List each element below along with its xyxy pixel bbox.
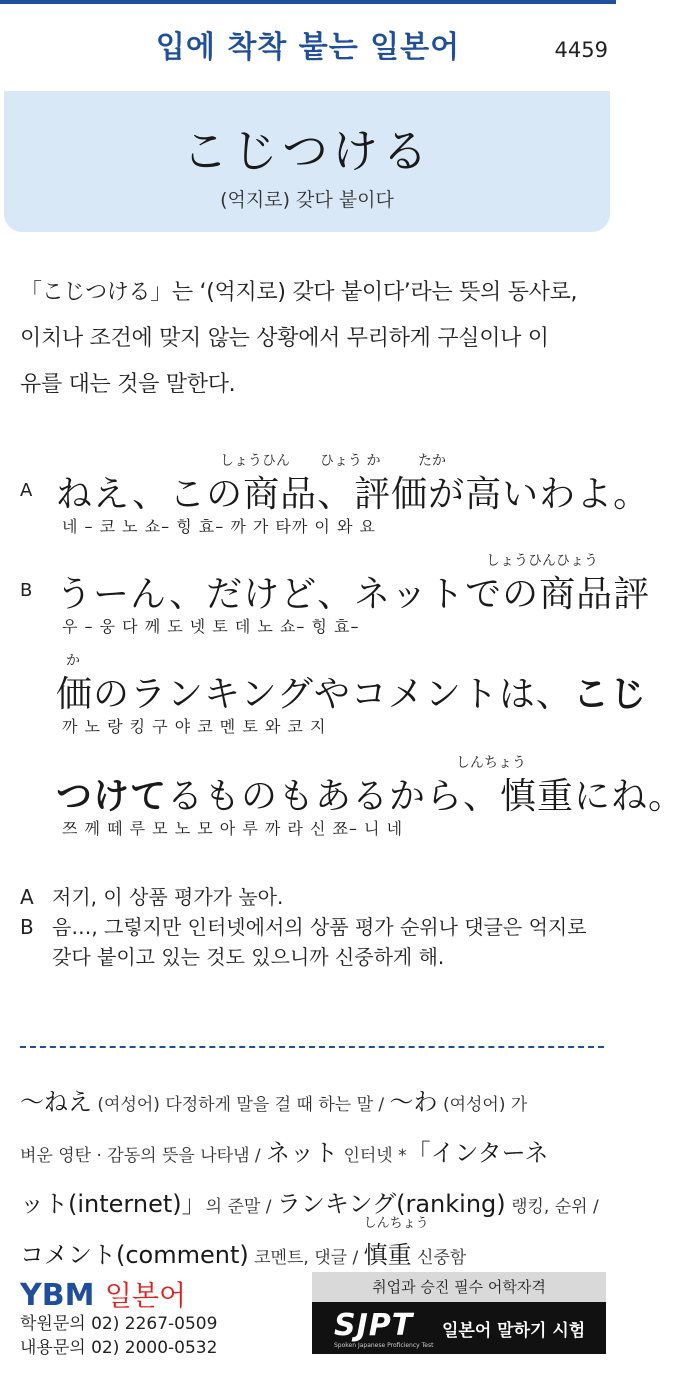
furigana: しょうひん (220, 453, 290, 469)
sjpt-tagline: 일본어 말하기 시험 (442, 1321, 586, 1341)
divider (20, 1046, 604, 1048)
dialogue-japanese: うーん、だけど、ネットでの商品評 (56, 574, 651, 615)
title-box (4, 91, 610, 232)
title-japanese: こじつける (182, 124, 432, 178)
title-korean: (억지로) 갖다 붙이다 (220, 189, 394, 211)
vocab-word: 〜ねえ (20, 1088, 92, 1116)
top-rule (0, 0, 616, 4)
ybm-brand: YBM (20, 1278, 95, 1313)
ybm-logo (20, 1274, 186, 1314)
sjpt-caption: 취업과 승진 필수 어학자격 (312, 1272, 606, 1302)
sjpt-logo: SJPT (334, 1308, 414, 1343)
vocab-word: コメント(comment) (20, 1241, 249, 1269)
furigana: ひょう か (320, 453, 381, 469)
sjpt-banner (312, 1272, 606, 1354)
speaker-label: A (20, 885, 34, 909)
vocab-def: 신중함 (417, 1248, 467, 1268)
intro-line: 「こじつける」는 ‘(억지로) 갖다 붙이다’라는 뜻의 동사로, (20, 280, 578, 305)
vocab-word: 〜わ (389, 1088, 438, 1116)
dialogue-reading: 쯔 께 떼 루 모 노 모 아 루 까 라 신 쬬– 니 네 (62, 819, 404, 838)
dialogue-reading: 우 – 웅 다 께 도 넷 토 데 노 쇼– 힝 효– (62, 617, 360, 636)
ybm-brand-sub: 일본어 (104, 1279, 187, 1312)
dialogue-line-b2 (0, 650, 647, 760)
dialogue-line-a1 (0, 450, 651, 560)
furigana: しんちょう (363, 1216, 429, 1231)
sjpt-subtitle: Spoken Japanese Proficiency Test (334, 1342, 434, 1349)
translation (20, 882, 606, 972)
dialogue-japanese (56, 768, 685, 819)
intro-line: 유를 대는 것을 말한다. (20, 372, 236, 397)
vocab-word: ランキング(ranking) (276, 1190, 506, 1218)
vocab-line (20, 1078, 606, 1129)
furigana: たか (418, 453, 446, 469)
vocab-word: 慎重 (363, 1241, 412, 1269)
keyword-highlight: つけて (56, 776, 168, 817)
dialogue-reading: 네 – 코 노 쇼– 힝 효– 까 가 타까 이 와 요 (62, 517, 376, 536)
vocab-def: (여성어) 가 (442, 1095, 528, 1115)
vocab-line (20, 1129, 606, 1180)
speaker-label: B (20, 580, 33, 601)
dialogue-text: 価のランキングやコメントは、 (56, 674, 573, 715)
vocab-def: (여성어) 다정하게 말을 걸 때 하는 말 / (97, 1095, 390, 1115)
furigana: か (66, 653, 80, 669)
intro-paragraph (20, 270, 606, 408)
vocab-word: ット(internet)」 (20, 1190, 206, 1218)
intro-line: 이치나 조건에 맞지 않는 상황에서 무리하게 구실이나 이 (20, 326, 549, 351)
vocab-def: 코멘트, 댓글 / (254, 1248, 364, 1268)
furigana: しょうひんひょう (486, 553, 598, 569)
translation-b (20, 912, 606, 972)
dialogue-japanese: ねえ、この商品、評価が高いわよ。 (56, 474, 651, 515)
vocab-def: 의 준말 / (205, 1197, 277, 1217)
contact-academy: 학원문의 02) 2267-0509 (20, 1314, 218, 1334)
dialogue-japanese (56, 666, 647, 717)
keyword-highlight: こじ (572, 674, 647, 715)
dialogue-line-b1 (0, 550, 651, 660)
vocab-word: ネット (266, 1139, 339, 1167)
series-title: 입에 착착 붙는 일본어 (155, 30, 461, 65)
dialogue-text: るものもあるから、慎重にね。 (167, 776, 685, 817)
translation-text: 저기, 이 상품 평가가 높아. (52, 885, 284, 909)
contact-info (20, 1312, 217, 1360)
dialogue-reading: 까 노 랑 킹 구 야 코 멘 토 와 코 지 (62, 717, 327, 736)
vocab-line (20, 1180, 606, 1231)
vocab-def: 랭킹, 순위 / (511, 1197, 599, 1217)
vocab-word: 「インターネ (406, 1139, 549, 1167)
speaker-label: A (20, 480, 33, 501)
speaker-label: B (20, 915, 34, 939)
issue-number: 4459 (554, 38, 608, 62)
contact-content: 내용문의 02) 2000-0532 (20, 1338, 218, 1358)
dialogue-line-b3 (0, 752, 685, 862)
translation-text: 음…, 그렇지만 인터넷에서의 상품 평가 순위나 댓글은 억지로 갖다 붙이고 있는 것도 있으니까 신중하게 해. (52, 915, 587, 969)
vocab-def: 인터넷 * (343, 1146, 407, 1166)
vocabulary (20, 1078, 606, 1282)
vocab-def: 벼운 영탄 · 감동의 뜻을 나타냄 / (20, 1146, 267, 1166)
furigana: しんちょう (456, 755, 526, 771)
translation-a (20, 882, 606, 912)
sjpt-logo-area (312, 1302, 606, 1354)
